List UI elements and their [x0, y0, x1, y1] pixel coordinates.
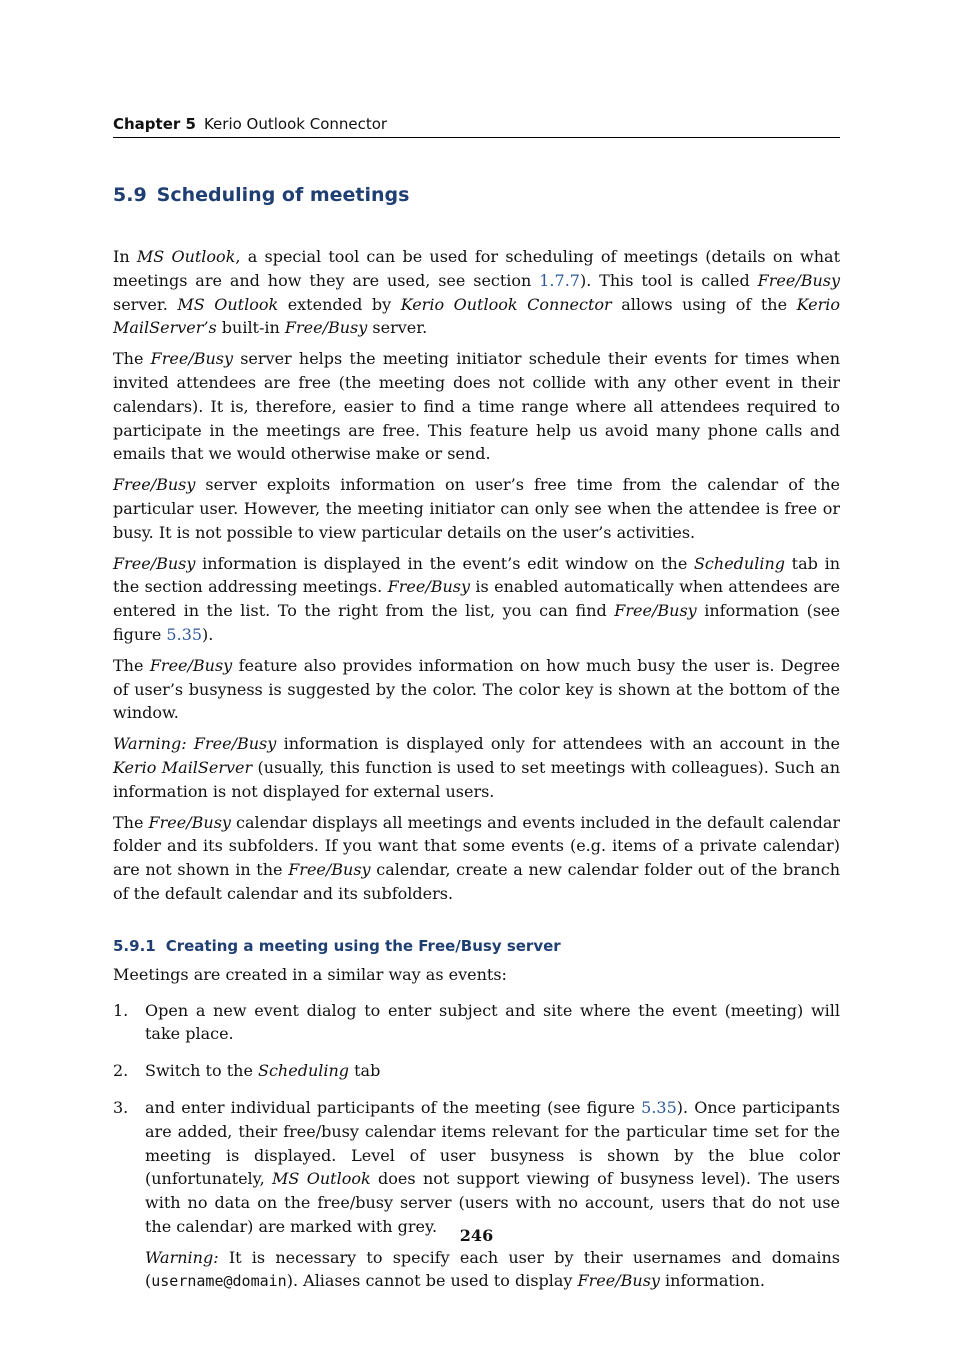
paragraph-7: The Free/Busy calendar displays all meetings and events included in the default calendar folder and its subfolders. If you want that some events (e.g. items of a private calendar) are not shown in the Free/Busy calendar, create a new calendar folder out of the branch of the default calendar and its subfolders.: [113, 812, 841, 903]
section-link-1-7-7[interactable]: 1.7.7: [539, 270, 580, 290]
list-item: [113, 1096, 840, 1294]
step-text: Switch to the Scheduling tab: [145, 1061, 381, 1081]
paragraph-2: The Free/Busy server helps the meeting initiator schedule their events for times when invited attendees are free (the meeting does not collide with any other event in their calendars). It is, therefore, easier to find a time range where all attendees required to participate in the meetings are free. This feature help us avoid many phone calls and emails that we would otherwise make or send.: [113, 349, 841, 464]
chapter-title: Kerio Outlook Connector: [203, 115, 388, 133]
step-text: Open a new event dialog to enter subject and site where the event (meeting) will take place.: [145, 1000, 840, 1044]
subsection-title: Creating a meeting using the Free/Busy server: [165, 936, 561, 955]
list-marker: 2.: [113, 1061, 129, 1081]
section-number: 5.9: [113, 184, 147, 206]
chapter-label: Chapter 5: [113, 115, 196, 133]
code-username-domain: username@domain: [151, 1272, 287, 1291]
intro-paragraph: Meetings are created in a similar way as events:: [113, 964, 507, 984]
paragraph-4: Free/Busy information is displayed in the event’s edit window on the Scheduling tab in the section addressing meetings. Free/Busy is enabled automatically when attendees are entered in the list. To the right from the list, you can find Free/Busy information (see figure 5.35).: [113, 553, 840, 644]
figure-link-5-35[interactable]: 5.35: [641, 1097, 677, 1117]
subsection-number: 5.9.1: [113, 936, 156, 955]
step-text: and enter individual participants of the meeting (see figure 5.35). Once participants are added, their free/busy calendar items relevant for the particular time set for the meeting is displayed. Level of user busyness is shown by the blue color (unfortunately, MS Outlook does not support viewing of busyness level). The users with no data on the free/busy server (users with no account, users that do not use the calendar) are marked with grey.: [145, 1097, 841, 1236]
paragraph-3: Free/Busy server exploits information on user’s free time from the calendar of the particular user. However, the meeting initiator can only see when the attendee is free or busy. It is not possible to view particular details on the user’s activities.: [113, 475, 840, 542]
paragraph-5: The Free/Busy feature also provides information on how much busy the user is. Degree of user’s busyness is suggested by the color. The color key is shown at the bottom of the window.: [113, 655, 840, 723]
section-heading: [113, 182, 409, 208]
running-header: [113, 114, 840, 138]
list-marker: 1.: [113, 1000, 129, 1020]
section-title: Scheduling of meetings: [156, 184, 410, 206]
step-warning: Warning: It is necessary to specify each user by their usernames and domains (username@domain). Aliases cannot be used to display Free/Busy information.: [145, 1247, 840, 1291]
paragraph-1: In MS Outlook, a special tool can be used for scheduling of meetings (details on what meetings are and how they are used, see section 1.7.7). This tool is called Free/Busy server. MS Outlook extended by Kerio Outlook Connector allows using of the Kerio MailServer’s built-in Free/Busy server.: [113, 247, 841, 338]
list-item: [113, 999, 840, 1047]
paragraph-6-warning: Warning: Free/Busy information is displayed only for attendees with an account in the Kerio MailServer (usually, this function is used to set meetings with colleagues). Such an information is not displayed for external users.: [113, 734, 841, 801]
section-body: [113, 245, 840, 1307]
page-number: 246: [459, 1226, 494, 1245]
list-marker: 3.: [113, 1097, 129, 1117]
list-item: [113, 1059, 840, 1083]
figure-link-5-35[interactable]: 5.35: [166, 624, 203, 644]
steps-list: [113, 999, 840, 1295]
subsection-heading: [113, 936, 840, 956]
